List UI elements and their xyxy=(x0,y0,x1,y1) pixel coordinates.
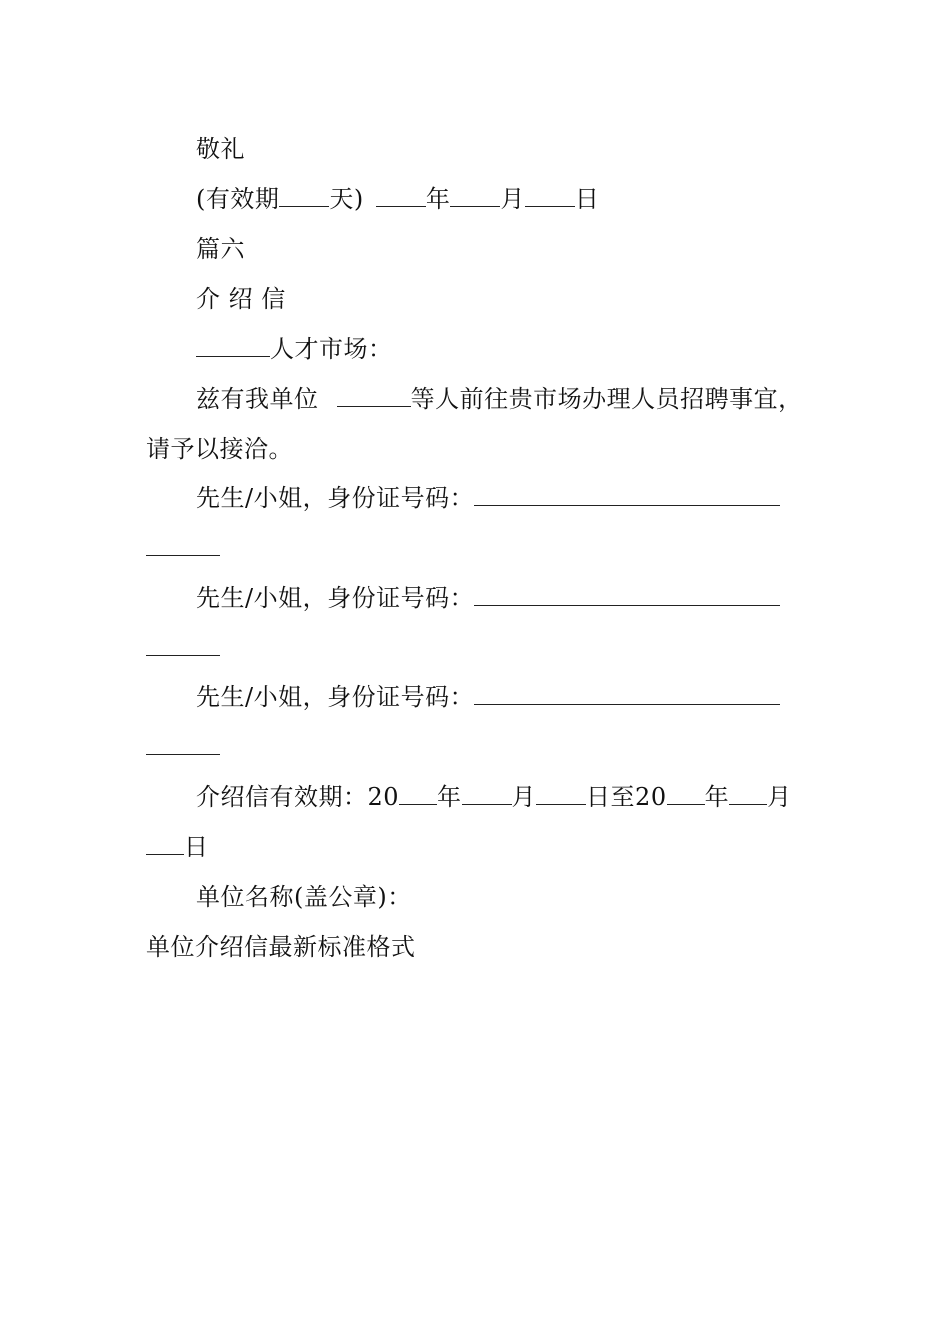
person-1-label: 先生/小姐，身份证号码： xyxy=(196,484,475,512)
person-2-continuation xyxy=(146,632,220,664)
day-blank xyxy=(525,184,575,207)
month-label: 月 xyxy=(500,185,525,213)
unit-members-blank xyxy=(337,384,411,407)
validity-period-line xyxy=(196,781,792,813)
body-line-2: 请予以接洽。 xyxy=(146,435,293,463)
recipient-suffix: 人才市场： xyxy=(270,335,393,363)
start-month-blank xyxy=(462,782,512,805)
body-line-1-start: 兹有我单位 xyxy=(196,385,327,413)
start-year-label: 年 xyxy=(437,783,462,811)
unit-name-line: 单位名称(盖公章)： xyxy=(196,883,412,911)
person-3-continuation xyxy=(146,731,220,763)
person-2-id-blank xyxy=(474,583,780,606)
person-3-id-blank-cont xyxy=(146,732,220,755)
validity-prefix: (有效期 xyxy=(196,185,280,213)
month-blank xyxy=(450,184,500,207)
end-month-blank xyxy=(729,782,767,805)
day-label: 日 xyxy=(574,185,600,213)
person-1-id-blank-cont xyxy=(146,533,220,556)
start-year-prefix: 20 xyxy=(367,783,400,811)
person-2-id-blank-cont xyxy=(146,633,220,656)
end-year-blank xyxy=(667,782,705,805)
recipient-blank xyxy=(196,334,270,357)
recipient-line xyxy=(196,333,393,365)
validity-period-label: 介绍信有效期： xyxy=(196,783,368,811)
person-3-line xyxy=(196,681,780,713)
person-1-line xyxy=(196,482,780,514)
days-blank xyxy=(279,184,329,207)
end-month-label: 月 xyxy=(767,783,792,811)
closing-salutation: 敬礼 xyxy=(196,135,245,163)
year-label: 年 xyxy=(425,185,451,213)
person-1-continuation xyxy=(146,532,220,564)
letter-title: 介 绍 信 xyxy=(196,285,286,313)
validity-date-line xyxy=(196,183,599,215)
end-day-blank xyxy=(146,832,184,855)
start-year-blank xyxy=(399,782,437,805)
validity-period-continuation xyxy=(146,831,209,863)
body-line-1-end: 等人前往贵市场办理人员招聘事宜， xyxy=(410,385,803,413)
person-2-line xyxy=(196,582,780,614)
days-suffix: 天) xyxy=(329,185,372,213)
year-blank xyxy=(376,184,426,207)
start-month-label: 月 xyxy=(511,783,537,811)
person-1-id-blank xyxy=(474,483,780,506)
person-2-label: 先生/小姐，身份证号码： xyxy=(196,584,475,612)
end-year-prefix: 20 xyxy=(635,783,667,811)
end-day-label: 日 xyxy=(184,833,209,861)
person-3-label: 先生/小姐，身份证号码： xyxy=(196,683,475,711)
footer-title: 单位介绍信最新标准格式 xyxy=(146,933,416,961)
end-year-label: 年 xyxy=(704,783,730,811)
body-line-1 xyxy=(196,383,803,415)
start-day-blank xyxy=(536,782,586,805)
person-3-id-blank xyxy=(474,682,780,705)
section-heading: 篇六 xyxy=(196,235,245,263)
start-day-to-label: 日至 xyxy=(586,783,636,811)
